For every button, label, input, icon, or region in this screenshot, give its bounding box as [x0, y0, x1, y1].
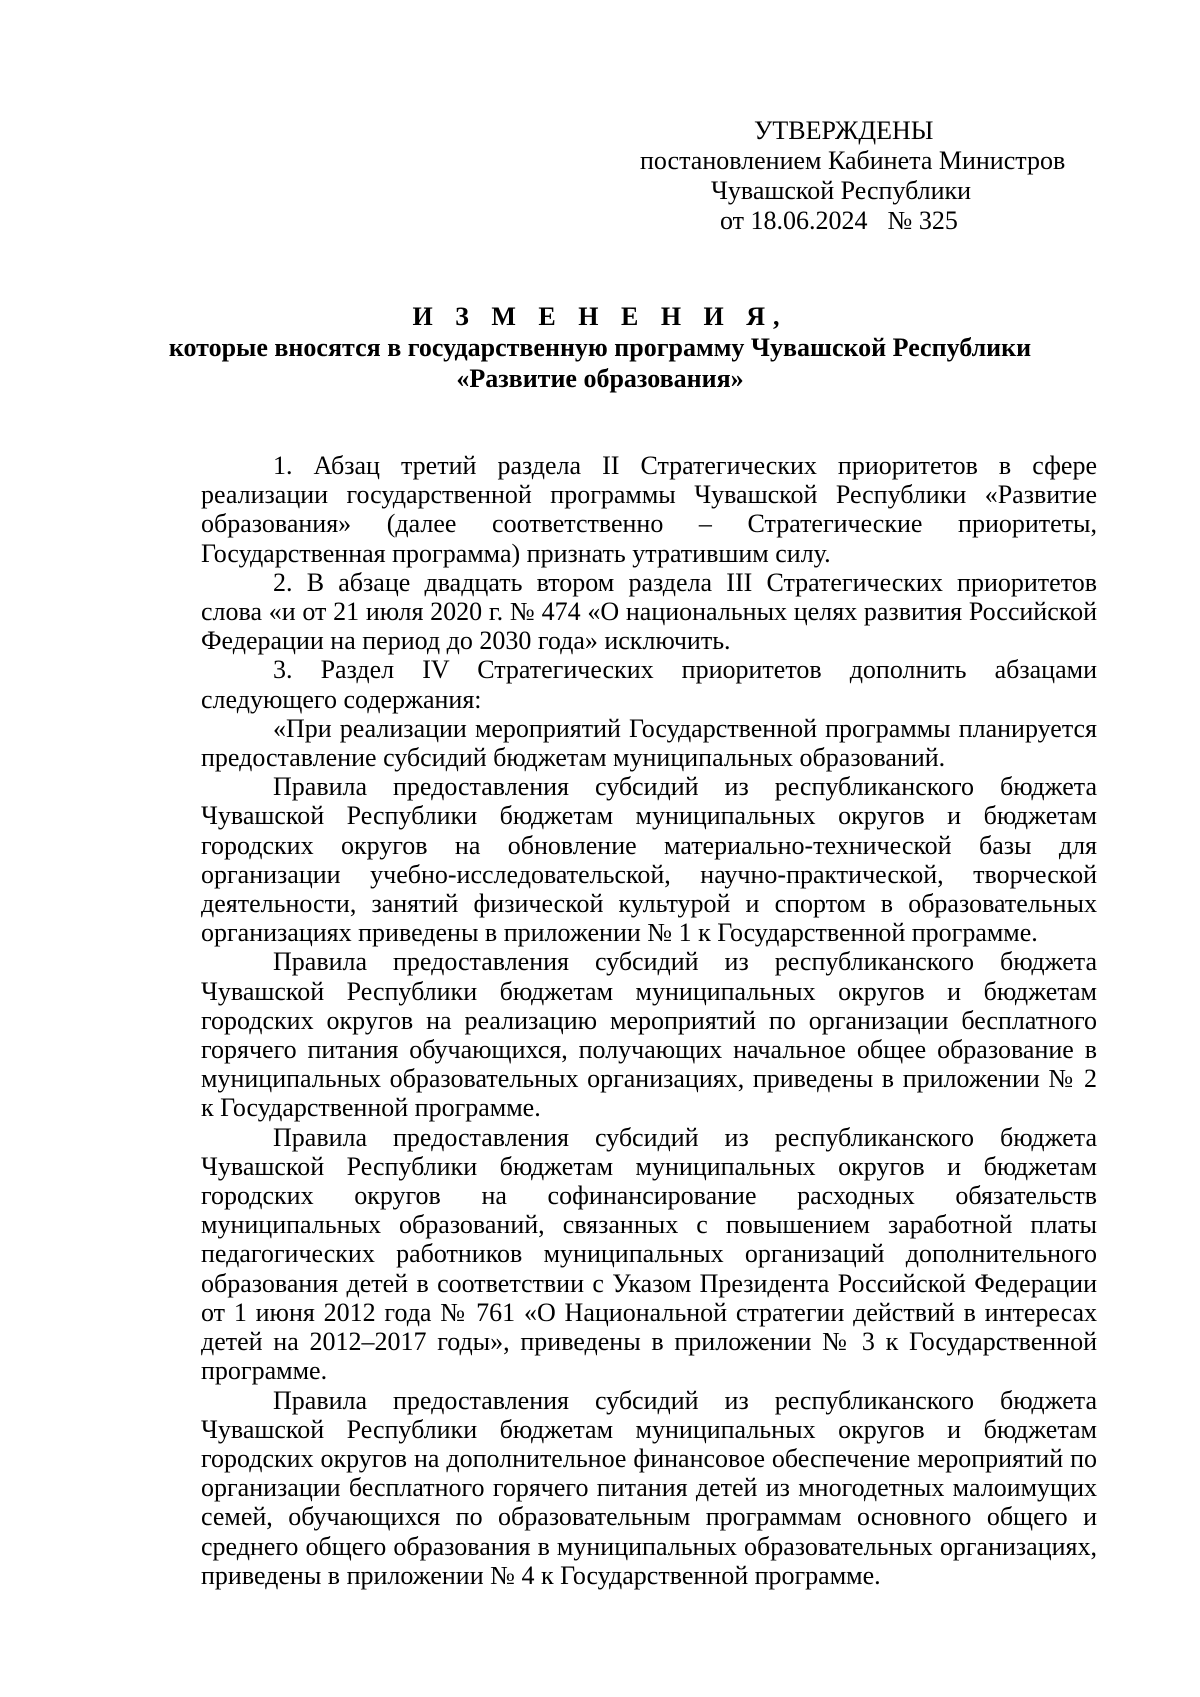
paragraph-8: Правила предоставления субсидий из республиканского бюджета Чувашской Республики бюджетам муниципальных округов и бюджетам городских округов на дополнительное финансовое обеспечение мероприятий по организации бесплатного горячего питания детей из многодетных малоимущих семей, обучающихся по образовательным программам основного общего и среднего общего образования в муниципальных образовательных организациях, приведены в приложении № 4 к Государственной программе.	[201, 1385, 1097, 1590]
paragraph-6: Правила предоставления субсидий из республиканского бюджета Чувашской Республики бюджетам муниципальных округов и бюджетам городских округов на реализацию мероприятий по организации бесплатного горячего питания обучающихся, получающих начальное общее образование в муниципальных образовательных организациях, приведены в приложении № 2 к Государственной программе.	[201, 947, 1097, 1123]
paragraph-5: Правила предоставления субсидий из республиканского бюджета Чувашской Республики бюджетам муниципальных округов и бюджетам городских округов на обновление материально-технической базы для организации учебно-исследовательской, научно-практической, творческой деятельности, занятий физической культурой и спортом в образовательных организациях приведены в приложении № 1 к Государственной программе.	[201, 772, 1097, 948]
paragraph-3: 3. Раздел IV Стратегических приоритетов дополнить абзацами следующего содержания:	[201, 655, 1097, 714]
approval-line-republic: Чувашской Республики	[711, 176, 972, 205]
approval-line-resolution: постановлением Кабинета Министров	[640, 146, 1066, 175]
title-subject-line: которые вносятся в государственную программу Чувашской Республики	[168, 333, 1032, 362]
approval-stamp	[640, 116, 1160, 236]
approval-line-date-number	[640, 206, 1160, 236]
document-body	[201, 451, 1097, 1590]
paragraph-4: «При реализации мероприятий Государственной программы планируется предоставление субсидий бюджетам муниципальных образований.	[201, 713, 1097, 773]
approval-number: № 325	[887, 206, 958, 235]
approval-date: от 18.06.2024	[720, 206, 868, 235]
title-heading: И З М Е Н Е Н И Я,	[412, 302, 788, 331]
document-title	[0, 301, 1200, 394]
paragraph-2: 2. В абзаце двадцать втором раздела III Стратегических приоритетов слова «и от 21 июля 2020 г. № 474 «О национальных целях развития Российской Федерации на период до 2030 года» исключить.	[201, 567, 1097, 656]
paragraph-7: Правила предоставления субсидий из республиканского бюджета Чувашской Республики бюджетам муниципальных округов и бюджетам городских округов на софинансирование расходных обязательств муниципальных образований, связанных с повышением заработной платы педагогических работников муниципальных организаций дополнительного образования детей в соответствии с Указом Президента Российской Федерации от 1 июня 2012 года № 761 «О Национальной стратегии действий в интересах детей на 2012–2017 годы», приведены в приложении № 3 к Государственной программе.	[201, 1122, 1097, 1386]
title-program-name: «Развитие образования»	[456, 364, 744, 393]
paragraph-1: 1. Абзац третий раздела II Стратегических приоритетов в сфере реализации государственной программы Чувашской Республики «Развитие образования» (далее соответственно – Стратегические приоритеты, Государственная программа) признать утратившим силу.	[201, 451, 1097, 568]
approval-line-approved: УТВЕРЖДЕНЫ	[754, 116, 934, 145]
